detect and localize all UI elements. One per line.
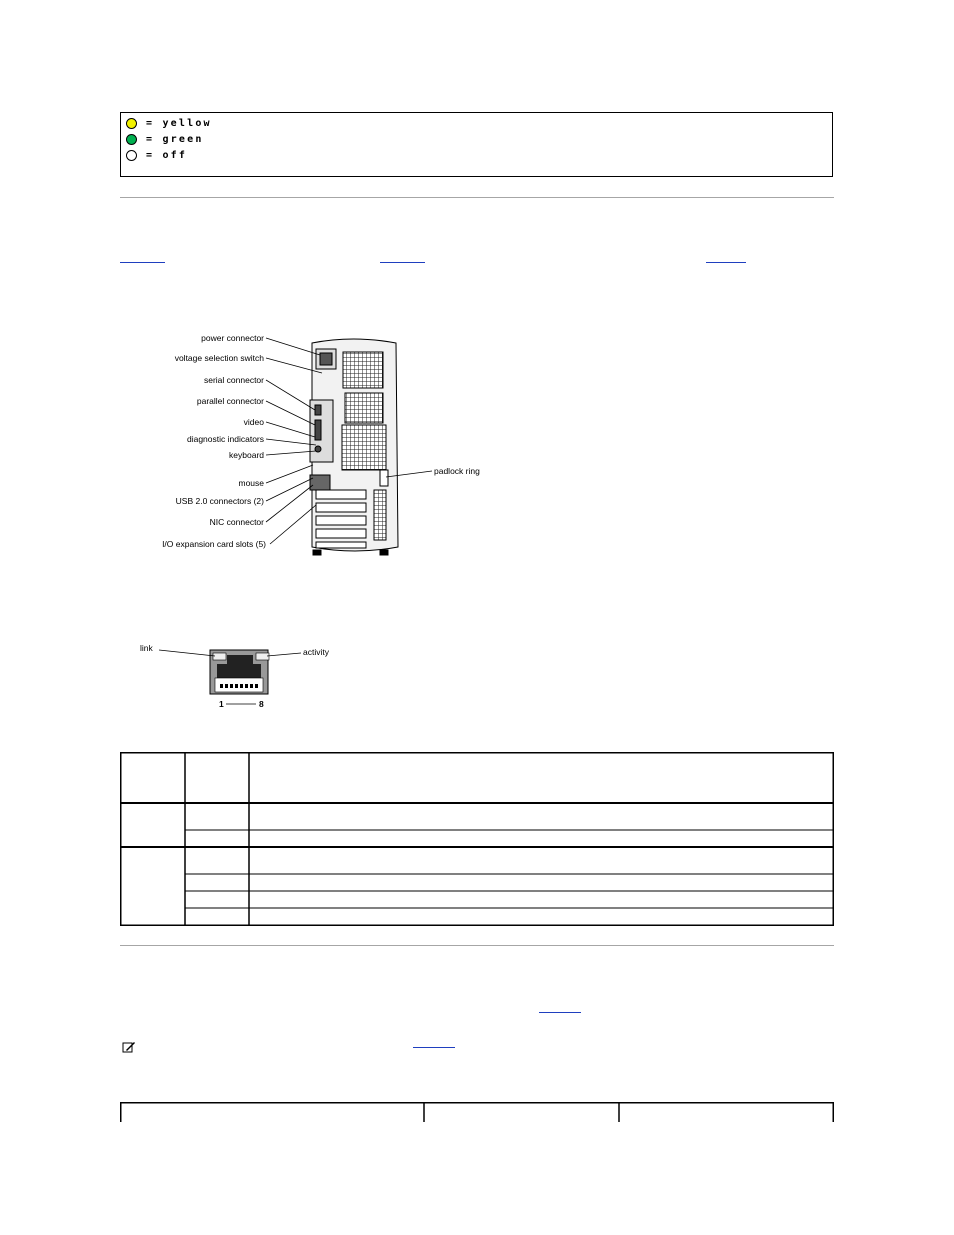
hyperlink[interactable] xyxy=(120,262,165,263)
legend-row-yellow xyxy=(126,116,212,130)
off-led-icon xyxy=(126,150,137,161)
section-divider xyxy=(120,945,834,946)
callout-diagnostic-indicators: diagnostic indicators xyxy=(186,434,264,444)
callout-nic-connector: NIC connector xyxy=(209,517,264,527)
rj45-jack-illustration xyxy=(210,650,269,694)
back-panel-diagram xyxy=(150,325,490,565)
section-divider xyxy=(120,197,834,198)
nic-pin-end: 8 xyxy=(259,699,264,709)
yellow-led-icon xyxy=(126,118,137,129)
callout-expansion-card-slots: I/O expansion card slots (5) xyxy=(162,539,266,549)
callout-usb-connectors: USB 2.0 connectors (2) xyxy=(175,496,264,506)
nic-indicator-table xyxy=(120,752,834,926)
callout-video: video xyxy=(243,417,264,427)
nic-pin-start: 1 xyxy=(219,699,224,709)
chassis-illustration xyxy=(310,339,398,555)
hyperlink[interactable] xyxy=(706,262,746,263)
hyperlink[interactable] xyxy=(380,262,425,263)
note-icon xyxy=(122,1040,136,1054)
legend-label-yellow: = yellow xyxy=(146,117,212,129)
legend-row-off xyxy=(126,148,187,162)
legend-row-green xyxy=(126,132,204,146)
nic-link-label: link xyxy=(140,643,153,653)
nic-connector-diagram xyxy=(135,640,355,715)
callout-voltage-selection-switch: voltage selection switch xyxy=(174,353,264,363)
legend-label-off: = off xyxy=(146,149,188,161)
hyperlink[interactable] xyxy=(413,1047,455,1048)
callout-padlock-ring: padlock ring xyxy=(434,466,480,476)
data-table xyxy=(120,1102,834,1122)
callout-serial-connector: serial connector xyxy=(203,375,264,385)
nic-activity-label: activity xyxy=(303,647,329,657)
callout-parallel-connector: parallel connector xyxy=(196,396,264,406)
callout-mouse: mouse xyxy=(238,478,264,488)
led-color-legend xyxy=(120,112,833,177)
green-led-icon xyxy=(126,134,137,145)
callout-keyboard: keyboard xyxy=(229,450,264,460)
callout-power-connector: power connector xyxy=(201,333,264,343)
hyperlink[interactable] xyxy=(539,1012,581,1013)
legend-label-green: = green xyxy=(146,133,204,145)
